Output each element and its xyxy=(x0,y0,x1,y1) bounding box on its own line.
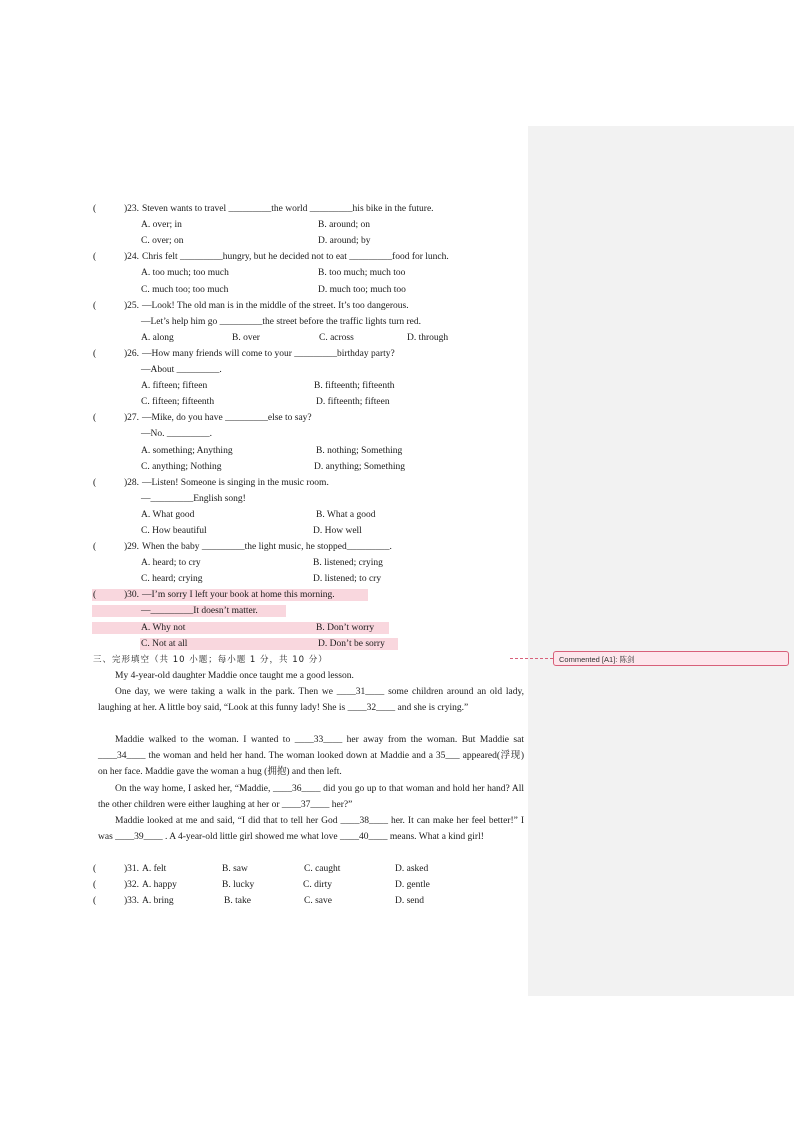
question-stem: Steven wants to travel _________the world _________his bike in the future. xyxy=(142,204,434,214)
option-d: D. around; by xyxy=(318,236,371,246)
question-number: )26. xyxy=(124,349,140,359)
question-number: )24. xyxy=(124,252,140,262)
question-number: )31. xyxy=(124,864,140,874)
question-stem: —Mike, do you have _________else to say? xyxy=(142,413,312,423)
option-d: D. gentle xyxy=(395,880,430,890)
question-number: )33. xyxy=(124,896,140,906)
answer-paren: ( xyxy=(93,301,97,311)
option-a: A. along xyxy=(141,333,174,343)
option-c: C. caught xyxy=(304,864,341,874)
question-stem: Chris felt _________hungry, but he decided not to eat _________food for lunch. xyxy=(142,252,449,262)
option-c: C. across xyxy=(319,333,354,343)
option-c: C. Not at all xyxy=(141,639,188,649)
passage-paragraph-4: On the way home, I asked her, “Maddie, ____36____ did you go up to that woman and hold her hand? All the other children were either laughing at her or ____37____ her?” xyxy=(98,784,524,810)
option-d: D. send xyxy=(395,896,425,906)
option-b: B. over xyxy=(232,333,260,343)
question-stem: When the baby _________the light music, he stopped_________. xyxy=(142,542,392,552)
answer-paren: ( xyxy=(93,204,97,214)
option-c: C. over; on xyxy=(141,236,184,246)
answer-paren: ( xyxy=(93,349,97,359)
question-number: )23. xyxy=(124,204,140,214)
passage-paragraph-2: One day, we were taking a walk in the park. Then we ____31____ some children around an old lady, laughing at her. A little boy said, “Look at this funny lady! She is ____32____ and she is crying.” xyxy=(98,687,524,713)
section-heading: 三、完形填空（共 10 小题；每小题 1 分，共 10 分） xyxy=(93,655,328,665)
question-number: )29. xyxy=(124,542,140,552)
option-c: C. dirty xyxy=(303,880,333,890)
option-b: B. too much; much too xyxy=(318,268,406,278)
answer-paren: ( xyxy=(93,542,97,552)
question-number: )25. xyxy=(124,301,140,311)
question-stem-line2: —_________It doesn’t matter. xyxy=(141,606,258,616)
option-b: B. Don’t worry xyxy=(316,623,375,633)
option-a: A. Why not xyxy=(141,623,186,633)
comment-bubble[interactable]: Commented [A1]: 陈剑 xyxy=(553,651,789,666)
option-d: D. listened; to cry xyxy=(313,574,382,584)
question-number: )27. xyxy=(124,413,140,423)
option-b: B. nothing; Something xyxy=(316,446,403,456)
option-a: A. over; in xyxy=(141,220,182,230)
option-b: B. What a good xyxy=(316,510,376,520)
option-a: A. too much; too much xyxy=(141,268,229,278)
answer-paren: ( xyxy=(93,590,97,600)
option-d: D. through xyxy=(407,333,449,343)
question-stem-line2: —_________English song! xyxy=(141,494,246,504)
answer-paren: ( xyxy=(93,896,97,906)
option-b: B. lucky xyxy=(222,880,255,890)
option-a: A. fifteen; fifteen xyxy=(141,381,208,391)
answer-paren: ( xyxy=(93,413,97,423)
answer-paren: ( xyxy=(93,864,97,874)
option-a: A. bring xyxy=(142,896,174,906)
question-stem: —Listen! Someone is singing in the music room. xyxy=(142,478,329,488)
passage-paragraph-1: My 4-year-old daughter Maddie once taught me a good lesson. xyxy=(115,671,354,681)
option-d: D. Don’t be sorry xyxy=(318,639,385,649)
option-c: C. heard; crying xyxy=(141,574,203,584)
option-a: A. What good xyxy=(141,510,195,520)
option-d: D. much too; much too xyxy=(318,285,406,295)
comment-connector xyxy=(510,658,553,659)
option-d: D. asked xyxy=(395,864,429,874)
question-number: )32. xyxy=(124,880,140,890)
answer-paren: ( xyxy=(93,252,97,262)
option-a: A. something; Anything xyxy=(141,446,233,456)
option-a: A. heard; to cry xyxy=(141,558,201,568)
comment-pane xyxy=(528,126,794,996)
option-d: D. How well xyxy=(313,526,362,536)
option-d: D. anything; Something xyxy=(314,462,406,472)
option-b: B. take xyxy=(224,896,251,906)
question-number: )28. xyxy=(124,478,140,488)
question-stem: —I’m sorry I left your book at home this morning. xyxy=(142,590,335,600)
option-b: B. fifteenth; fifteenth xyxy=(314,381,395,391)
option-c: C. anything; Nothing xyxy=(141,462,222,472)
option-b: B. around; on xyxy=(318,220,370,230)
option-c: C. save xyxy=(304,896,332,906)
question-number: )30. xyxy=(124,590,140,600)
option-a: A. felt xyxy=(142,864,167,874)
option-b: B. listened; crying xyxy=(313,558,383,568)
question-stem-line2: —No. _________. xyxy=(141,429,212,439)
option-c: C. fifteen; fifteenth xyxy=(141,397,215,407)
question-stem: —How many friends will come to your _________birthday party? xyxy=(142,349,395,359)
option-c: C. much too; too much xyxy=(141,285,229,295)
passage-paragraph-3: Maddie walked to the woman. I wanted to ____33____ her away from the woman. But Maddie sat ____34____ the woman and held her hand. The woman looked down at Maddie and a 35___ appeared(浮现) on her face. Maddie gave the woman a hug (拥抱) and then left. xyxy=(98,735,524,777)
question-stem-line2: —Let’s help him go _________the street before the traffic lights turn red. xyxy=(141,317,422,327)
answer-paren: ( xyxy=(93,880,97,890)
passage-paragraph-5: Maddie looked at me and said, “I did that to tell her God ____38____ her. It can make her feel better!” I was ____39____ . A 4-year-old little girl showed me what love ____40____ means. What a kind girl! xyxy=(98,816,524,842)
option-a: A. happy xyxy=(142,880,177,890)
option-c: C. How beautiful xyxy=(141,526,207,536)
question-stem: —Look! The old man is in the middle of the street. It’s too dangerous. xyxy=(142,301,409,311)
answer-paren: ( xyxy=(93,478,97,488)
option-b: B. saw xyxy=(222,864,248,874)
question-stem-line2: —About _________. xyxy=(141,365,222,375)
option-d: D. fifteenth; fifteen xyxy=(316,397,390,407)
